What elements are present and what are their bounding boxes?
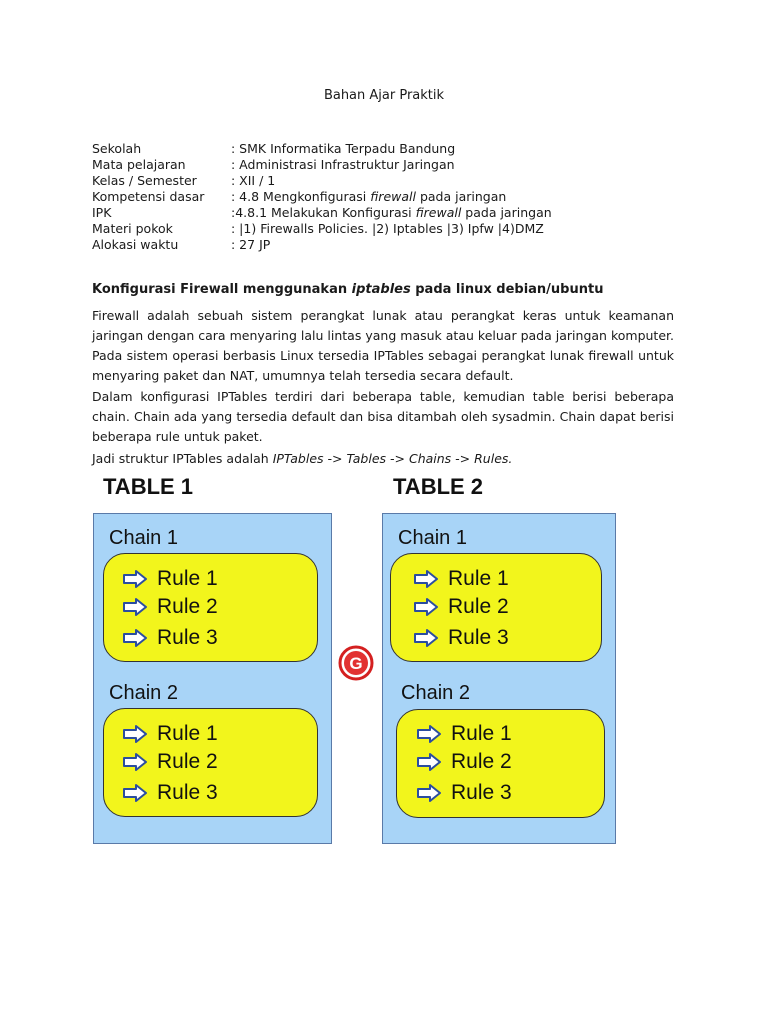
- meta-value: : SMK Informatika Terpadu Bandung: [231, 141, 456, 156]
- structure-pre: Jadi struktur IPTables adalah: [92, 451, 273, 466]
- rule-item: [123, 567, 218, 591]
- rule-item: [123, 595, 218, 619]
- paragraph-firewall: Firewall adalah sebuah sistem perangkat lunak atau perangkat keras untuk keamanan jaringan dengan cara menyaring lalu lintas yang masuk atau keluar pada jaringan komputer. Pada sistem operasi berbasis Linux tersedia IPTables sebagai perangkat lunak firewall untuk menyaring paket dan NAT, umumnya telah tersedia secara default.: [92, 308, 674, 383]
- logo-letter: G: [349, 654, 363, 673]
- table2-title: TABLE 2: [393, 474, 484, 499]
- table2-chain2-rules: [396, 709, 605, 818]
- table1-title: TABLE 1: [103, 474, 194, 499]
- meta-row-ipk: [92, 205, 552, 221]
- rule-item: [123, 722, 218, 746]
- meta-row-kelas: [92, 173, 552, 189]
- rule-label: Rule 1: [448, 567, 509, 590]
- document-title: Bahan Ajar Praktik: [323, 88, 445, 103]
- arrow-right-icon: [414, 570, 438, 588]
- rule-label: Rule 2: [157, 595, 218, 618]
- meta-row-alokasi: [92, 237, 552, 253]
- table2-chain1-rules: [390, 553, 602, 662]
- meta-value: [231, 189, 506, 205]
- meta-value-pre: : 4.8 Mengkonfigurasi: [231, 189, 371, 204]
- meta-value: : |1) Firewalls Policies. |2) Iptables |3) Ipfw |4)DMZ: [231, 221, 544, 236]
- paragraph-iptables: Dalam konfigurasi IPTables terdiri dari beberapa table, kemudian table berisi beberapa chain. Chain ada yang tersedia default dan bisa ditambah oleh sysadmin. Chain dapat berisi beberapa rule untuk paket.: [92, 389, 674, 444]
- paragraph-structure: [92, 449, 674, 469]
- meta-label: IPK: [92, 205, 112, 220]
- meta-value: : 27 JP: [231, 237, 271, 252]
- rule-item: [414, 595, 509, 619]
- rule-item: [417, 722, 512, 746]
- table2-chain1-label: Chain 1: [398, 527, 467, 549]
- arrow-right-icon: [123, 598, 147, 616]
- arrow-right-icon: [417, 753, 441, 771]
- rule-item: [414, 567, 509, 591]
- meta-value-post: pada jaringan: [415, 189, 507, 204]
- meta-row-mata-pelajaran: [92, 157, 552, 173]
- meta-value: : XII / 1: [231, 173, 276, 188]
- meta-row-sekolah: [92, 141, 552, 157]
- heading-post: pada linux debian/ubuntu: [410, 282, 604, 297]
- rule-item: [417, 781, 512, 805]
- meta-label: Mata pelajaran: [92, 157, 186, 172]
- meta-label: Materi pokok: [92, 221, 173, 236]
- rule-label: Rule 2: [448, 595, 509, 618]
- rule-label: Rule 3: [157, 626, 218, 649]
- rule-label: Rule 3: [448, 626, 509, 649]
- meta-value-pre: :4.8.1 Melakukan Konfigurasi: [231, 205, 416, 220]
- meta-label: Alokasi waktu: [92, 237, 179, 252]
- arrow-right-icon: [123, 784, 147, 802]
- heading-em: iptables: [351, 282, 411, 297]
- meta-value-em: firewall: [370, 189, 416, 204]
- table1-chain1-label: Chain 1: [109, 527, 178, 549]
- arrow-right-icon: [123, 725, 147, 743]
- arrow-right-icon: [123, 629, 147, 647]
- table1-chain1-rules: [103, 553, 318, 662]
- rule-item: [123, 626, 218, 650]
- g-logo-icon: [338, 645, 374, 681]
- table1-chain2-label: Chain 2: [109, 682, 178, 704]
- section-heading: [92, 282, 603, 297]
- meta-value-em: firewall: [415, 205, 462, 220]
- structure-em: IPTables -> Tables -> Chains -> Rules.: [272, 451, 513, 466]
- arrow-right-icon: [414, 629, 438, 647]
- rule-item: [414, 626, 509, 650]
- arrow-right-icon: [123, 570, 147, 588]
- rule-item: [123, 781, 218, 805]
- rule-item: [417, 750, 512, 774]
- meta-label: Kompetensi dasar: [92, 189, 205, 204]
- table1-box: [93, 513, 332, 844]
- meta-value-post: pada jaringan: [461, 205, 552, 220]
- table1-chain2-rules: [103, 708, 318, 817]
- rule-label: Rule 2: [451, 750, 512, 773]
- meta-label: Sekolah: [92, 141, 142, 156]
- heading-pre: Konfigurasi Firewall menggunakan: [92, 282, 352, 297]
- metadata-list: [92, 141, 552, 253]
- meta-value: [231, 205, 552, 221]
- arrow-right-icon: [123, 753, 147, 771]
- arrow-right-icon: [417, 784, 441, 802]
- table2-chain2-label: Chain 2: [401, 682, 470, 704]
- rule-item: [123, 750, 218, 774]
- rule-label: Rule 3: [157, 781, 218, 804]
- arrow-right-icon: [414, 598, 438, 616]
- rule-label: Rule 1: [157, 722, 218, 745]
- rule-label: Rule 1: [157, 567, 218, 590]
- table2-box: [382, 513, 616, 844]
- meta-value: : Administrasi Infrastruktur Jaringan: [231, 157, 455, 172]
- meta-row-kompetensi: [92, 189, 552, 205]
- arrow-right-icon: [417, 725, 441, 743]
- rule-label: Rule 1: [451, 722, 512, 745]
- meta-row-materi: [92, 221, 552, 237]
- meta-label: Kelas / Semester: [92, 173, 197, 188]
- rule-label: Rule 2: [157, 750, 218, 773]
- rule-label: Rule 3: [451, 781, 512, 804]
